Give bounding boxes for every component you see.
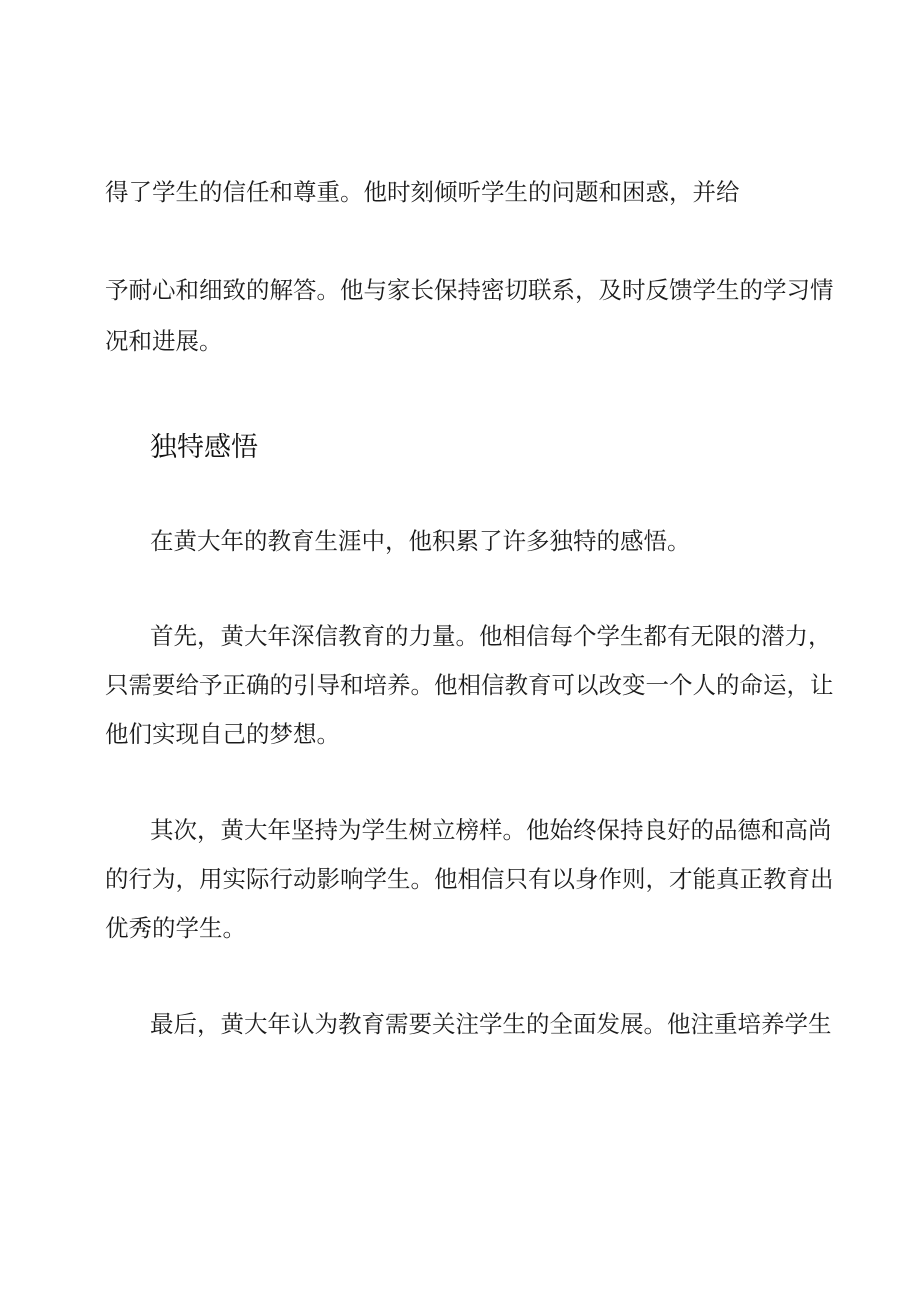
continuation-line-1: 得了学生的信任和尊重。他时刻倾听学生的问题和困惑，并给 [105,178,740,206]
section-heading: 独特感悟 [150,432,258,463]
continuation-line-3: 况和进展。 [105,327,223,355]
paragraph-2-line-2: 的行为，用实际行动影响学生。他相信只有以身作则，才能真正教育出 [105,865,834,893]
paragraph-1-line-2: 只需要给予正确的引导和培养。他相信教育可以改变一个人的命运，让 [105,671,834,699]
continuation-line-2: 予耐心和细致的解答。他与家长保持密切联系，及时反馈学生的学习情 [105,276,834,304]
intro-paragraph: 在黄大年的教育生涯中，他积累了许多独特的感悟。 [150,527,691,555]
paragraph-2-line-3: 优秀的学生。 [105,914,246,942]
paragraph-1-line-3: 他们实现自己的梦想。 [105,720,340,748]
paragraph-1-line-1: 首先，黄大年深信教育的力量。他相信每个学生都有无限的潜力， [150,622,832,650]
paragraph-3-line-1: 最后，黄大年认为教育需要关注学生的全面发展。他注重培养学生 [150,1010,832,1038]
paragraph-2-line-1: 其次，黄大年坚持为学生树立榜样。他始终保持良好的品德和高尚 [150,816,832,844]
